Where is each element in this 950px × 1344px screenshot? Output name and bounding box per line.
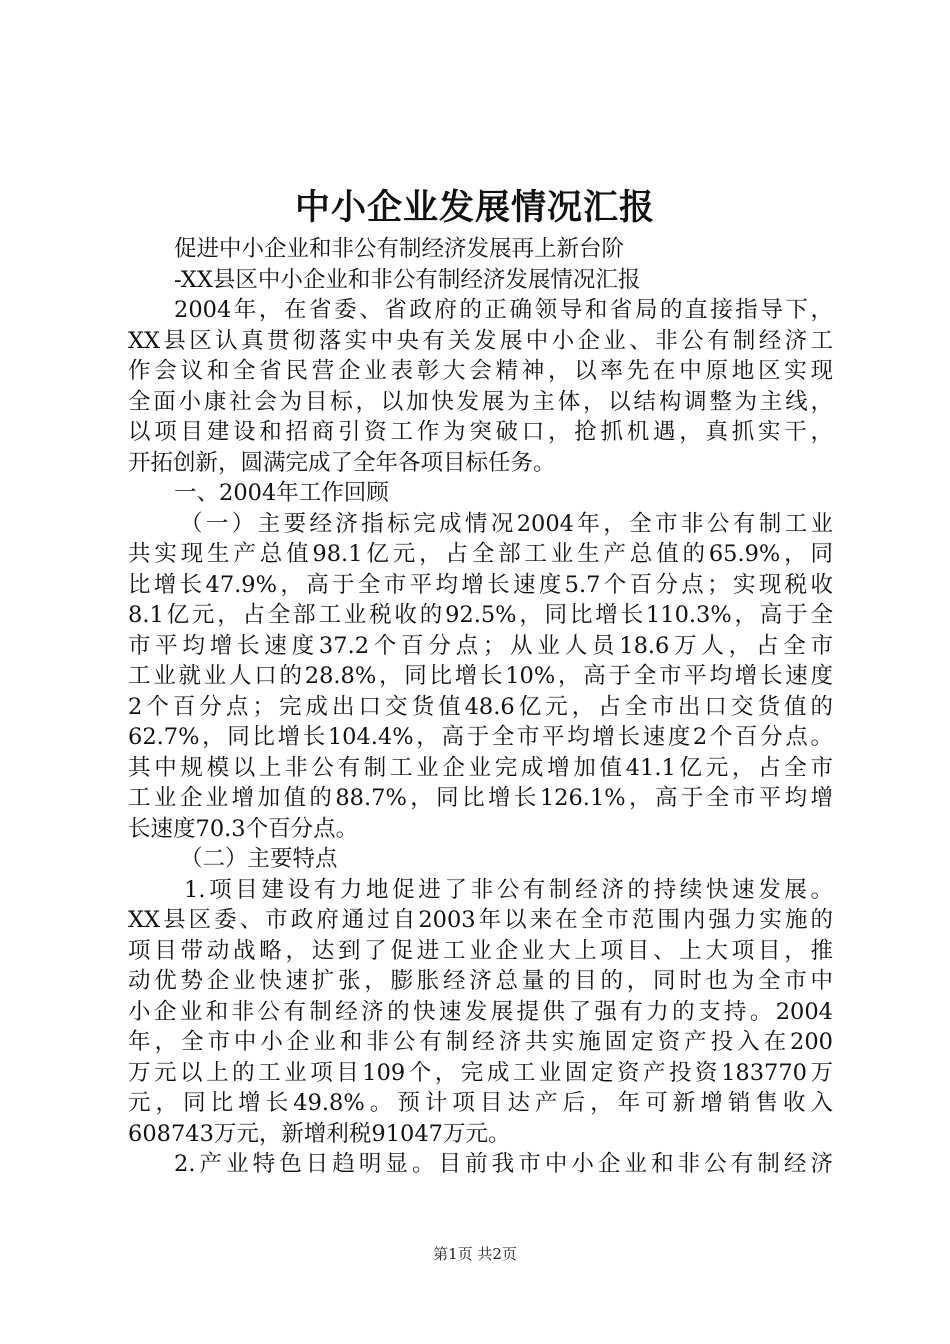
text-line: 2个百分点；完成出口交货值48.6亿元，占全市出口交货值的 <box>128 693 833 720</box>
text-line: 比增长47.9%，高于全市平均增长速度5.7个百分点；实现税收 <box>128 571 833 598</box>
text-line: 作会议和全省民营企业表彰大会精神，以率先在中原地区实现 <box>128 358 833 384</box>
text-line: （一）主要经济指标完成情况2004年，全市非公有制工业 <box>180 510 833 537</box>
text-line: XX县区认真贯彻落实中央有关发展中小企业、非公有制经济工 <box>128 327 833 354</box>
text-line: 1.项目建设有力地促进了非公有制经济的持续快速发展。 <box>184 876 833 903</box>
text-line: 元，同比增长49.8%。预计项目达产后，年可新增销售收入 <box>128 1090 833 1116</box>
text-line: 62.7%，同比增长104.4%，高于全市平均增长速度2个百分点。 <box>128 724 833 750</box>
text-line: 以项目建设和招商引资工作为突破口，抢抓机遇，真抓实干， <box>128 419 833 445</box>
text-line: 项目带动战略，达到了促进工业企业大上项目、上大项目，推 <box>128 937 833 964</box>
page-footer: 第1页 共2页 <box>433 1245 517 1263</box>
text-line: 2004年，在省委、省政府的正确领导和省局的直接指导下， <box>174 297 833 323</box>
text-line: 长速度70.3个百分点。 <box>128 815 359 842</box>
document-body <box>128 234 833 1180</box>
text-line: 万元以上的工业项目109个，完成工业固定资产投资183770万 <box>128 1059 833 1086</box>
text-line: 开拓创新，圆满完成了全年各项目标任务。 <box>128 449 556 476</box>
text-line: 一、2004年工作回顾 <box>174 480 389 506</box>
text-line: 市平均增长速度37.2个百分点；从业人员18.6万人，占全市 <box>128 632 833 659</box>
text-line: 全面小康社会为目标，以加快发展为主体，以结构调整为主线， <box>128 388 833 415</box>
text-line: XX县区委、市政府通过自2003年以来在全市范围内强力实施的 <box>128 907 833 933</box>
text-line: 小企业和非公有制经济的快速发展提供了强有力的支持。2004 <box>128 998 833 1025</box>
text-line: 年，全市中小企业和非公有制经济共实施固定资产投入在200 <box>128 1029 833 1055</box>
text-line: 2.产业特色日趋明显。目前我市中小企业和非公有制经济 <box>174 1151 833 1177</box>
text-line: -XX县区中小企业和非公有制经济发展情况汇报 <box>174 266 641 293</box>
text-line: 8.1亿元，占全部工业税收的92.5%，同比增长110.3%，高于全 <box>128 602 833 628</box>
text-line: （二）主要特点 <box>180 846 338 872</box>
text-line: 工业企业增加值的88.7%，同比增长126.1%，高于全市平均增 <box>128 785 833 811</box>
document-title: 中小企业发展情况汇报 <box>294 187 655 228</box>
text-line: 促进中小企业和非公有制经济发展再上新台阶 <box>174 236 625 262</box>
text-line: 其中规模以上非公有制工业企业完成增加值41.1亿元，占全市 <box>128 754 833 781</box>
text-line: 共实现生产总值98.1亿元，占全部工业生产总值的65.9%，同 <box>128 541 833 567</box>
text-line: 动优势企业快速扩张，膨胀经济总量的目的，同时也为全市中 <box>128 968 833 994</box>
text-line: 608743万元，新增利税91047万元。 <box>128 1120 511 1147</box>
text-line: 工业就业人口的28.8%，同比增长10%，高于全市平均增长速度 <box>128 663 833 689</box>
